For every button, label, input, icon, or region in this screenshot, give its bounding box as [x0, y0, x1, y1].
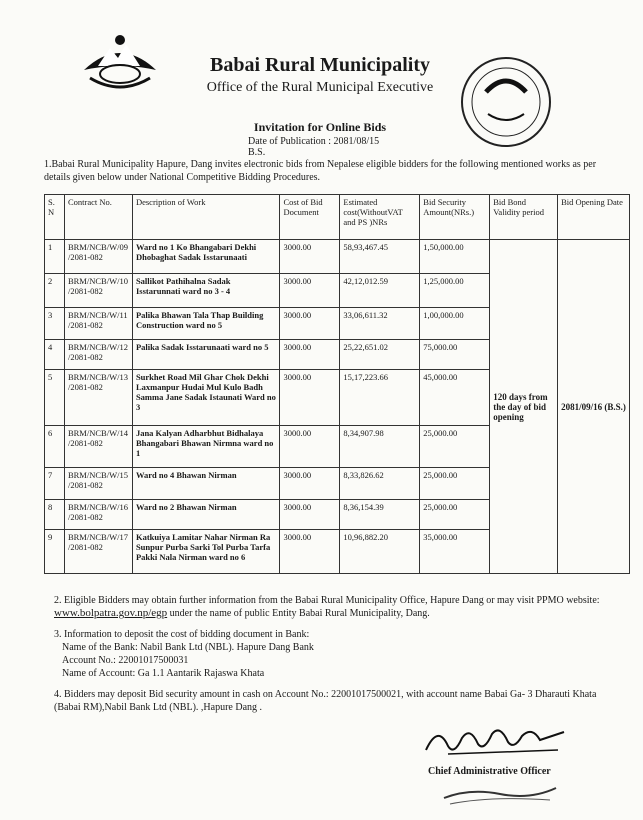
signatory-stamp-icon	[440, 780, 560, 806]
cell-estimated: 58,93,467.45	[340, 240, 420, 274]
header-contract: Contract No.	[64, 195, 132, 240]
emblem-icon	[78, 26, 162, 96]
intro-paragraph: 1.Babai Rural Municipality Hapure, Dang invites electronic bids from Nepalese eligible bidders for the following mentioned works as per details given below under National Competitive Bidding Procedures.	[44, 159, 597, 183]
note-3-account-no: Account No.: 22001017500031	[62, 655, 189, 666]
signature-icon	[418, 720, 568, 760]
cell-security: 1,25,000.00	[420, 274, 490, 308]
notice-title: Invitation for Online Bids	[253, 120, 387, 134]
cell-cost: 3000.00	[280, 500, 340, 530]
cell-contract: BRM/NCB/W/17 /2081-082	[64, 530, 132, 574]
note-3-account-name: Name of Account: Ga 1.1 Aantarik Rajaswa Khata	[62, 668, 265, 679]
cell-cost: 3000.00	[280, 370, 340, 426]
header-validity: Bid Bond Validity period	[490, 195, 558, 240]
table-row	[45, 240, 630, 274]
cell-estimated: 8,33,826.62	[340, 468, 420, 500]
cell-security: 25,000.00	[420, 468, 490, 500]
cell-contract: BRM/NCB/W/13 /2081-082	[64, 370, 132, 426]
cell-security: 75,000.00	[420, 340, 490, 370]
cell-estimated: 8,36,154.39	[340, 500, 420, 530]
signatory-title: Chief Administrative Officer	[428, 766, 551, 777]
cell-security: 35,000.00	[420, 530, 490, 574]
cell-security: 1,00,000.00	[420, 308, 490, 340]
header-description: Description of Work	[132, 195, 280, 240]
cell-sn: 2	[45, 274, 65, 308]
cell-description: Ward no 1 Ko Bhangabari Dekhi Dhobaghat Sadak Isstarunaati	[132, 240, 280, 274]
cell-description: Palika Bhawan Tala Thap Building Construction ward no 5	[132, 308, 280, 340]
cell-description: Katkuiya Lamitar Nahar Nirman Ra Sunpur Purba Sarki Tol Purba Tarfa Pakki Nala Nirman ward no 6	[132, 530, 280, 574]
cell-validity: 120 days from the day of bid opening	[490, 240, 558, 574]
cell-sn: 7	[45, 468, 65, 500]
cell-sn: 4	[45, 340, 65, 370]
cell-description: Jana Kalyan Adharbhut Bidhalaya Bhangabari Bhawan Nirmna ward no 1	[132, 426, 280, 468]
ppmo-website-link[interactable]: www.bolpatra.gov.np/egp	[54, 607, 168, 619]
header-sn: S. N	[45, 195, 65, 240]
cell-contract: BRM/NCB/W/15 /2081-082	[64, 468, 132, 500]
cell-sn: 5	[45, 370, 65, 426]
note-2: 2. Eligible Bidders may obtain further information from the Babai Rural Municipality Office, Hapure Dang or may visit PPMO website: www.bolpatra.gov.np/egp under the name of public Entity Babai Rural Municipality, Dang.	[54, 595, 600, 619]
cell-contract: BRM/NCB/W/12 /2081-082	[64, 340, 132, 370]
cell-description: Ward no 2 Bhawan Nirman	[132, 500, 280, 530]
date-label: Date of Publication	[248, 136, 326, 147]
cell-estimated: 33,06,611.32	[340, 308, 420, 340]
cell-contract: BRM/NCB/W/10 /2081-082	[64, 274, 132, 308]
cell-cost: 3000.00	[280, 240, 340, 274]
cell-cost: 3000.00	[280, 530, 340, 574]
cell-cost: 3000.00	[280, 308, 340, 340]
cell-description: Surkhet Road Mil Ghar Chok Dekhi Laxmanpur Hudai Mul Kulo Badh Samma Jane Sadak Istaunati Ward no 3	[132, 370, 280, 426]
cell-sn: 9	[45, 530, 65, 574]
org-name: Babai Rural Municipality	[209, 54, 431, 76]
cell-cost: 3000.00	[280, 426, 340, 468]
publication-date: Date of Publication : 2081/08/15 B.S.	[248, 136, 380, 158]
cell-sn: 3	[45, 308, 65, 340]
note-4: 4. Bidders may deposit Bid security amount in cash on Account No.: 22001017500021, with account name Babai Ga- 3 Dharauti Khata (Babai RM),Nabil Bank Ltd (NBL). ,Hapure Dang .	[54, 689, 597, 713]
cell-estimated: 8,34,907.98	[340, 426, 420, 468]
cell-sn: 1	[45, 240, 65, 274]
cell-opening-date: 2081/09/16 (B.S.)	[558, 240, 630, 574]
cell-description: Palika Sadak Isstarunaati ward no 5	[132, 340, 280, 370]
cell-contract: BRM/NCB/W/16 /2081-082	[64, 500, 132, 530]
header-estimated: Estimated cost(WithoutVAT and PS )NRs	[340, 195, 420, 240]
header-security: Bid Security Amount(NRs.)	[420, 195, 490, 240]
cell-security: 1,50,000.00	[420, 240, 490, 274]
cell-cost: 3000.00	[280, 340, 340, 370]
note-3-bank-name: Name of the Bank: Nabil Bank Ltd (NBL). Hapure Dang Bank	[62, 642, 314, 653]
cell-cost: 3000.00	[280, 468, 340, 500]
notes-section	[54, 594, 614, 722]
bids-table	[44, 194, 630, 574]
cell-estimated: 25,22,651.02	[340, 340, 420, 370]
cell-security: 25,000.00	[420, 426, 490, 468]
cell-sn: 6	[45, 426, 65, 468]
cell-sn: 8	[45, 500, 65, 530]
note-3-line-1: 3. Information to deposit the cost of bidding document in Bank:	[54, 629, 310, 640]
cell-contract: BRM/NCB/W/09 /2081-082	[64, 240, 132, 274]
header-opening: Bid Opening Date	[558, 195, 630, 240]
date-value: 2081/08/15 B.S.	[248, 136, 380, 158]
cell-contract: BRM/NCB/W/11 /2081-082	[64, 308, 132, 340]
office-name: Office of the Rural Municipal Executive	[206, 80, 434, 95]
cell-cost: 3000.00	[280, 274, 340, 308]
cell-estimated: 42,12,012.59	[340, 274, 420, 308]
official-stamp-icon	[446, 52, 566, 152]
header-cost: Cost of Bid Document	[280, 195, 340, 240]
cell-contract: BRM/NCB/W/14 /2081-082	[64, 426, 132, 468]
cell-description: Sallikot Pathihalna Sadak Isstarunnati ward no 3 - 4	[132, 274, 280, 308]
cell-security: 25,000.00	[420, 500, 490, 530]
note-3	[54, 628, 614, 680]
cell-estimated: 15,17,223.66	[340, 370, 420, 426]
cell-description: Ward no 4 Bhawan Nirman	[132, 468, 280, 500]
cell-security: 45,000.00	[420, 370, 490, 426]
cell-estimated: 10,96,882.20	[340, 530, 420, 574]
table-header-row	[45, 195, 630, 240]
